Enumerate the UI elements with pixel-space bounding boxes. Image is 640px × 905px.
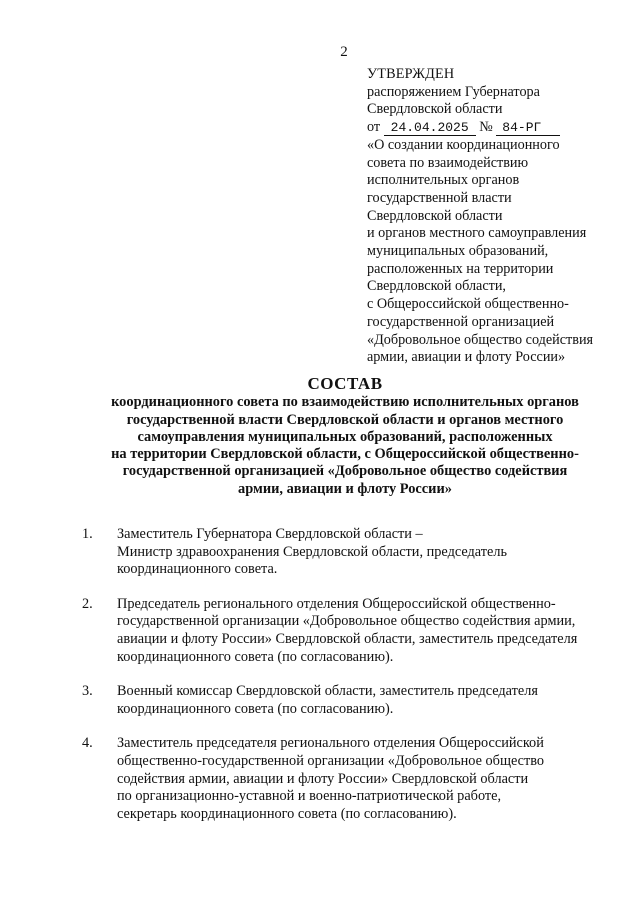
approval-stamp	[367, 66, 627, 367]
approval-subject-line: государственной власти	[367, 189, 512, 206]
page-number: 2	[340, 44, 348, 60]
approval-number: 84-РГ	[496, 121, 560, 136]
item-number: 4.	[82, 735, 93, 752]
approval-subject-line: и органов местного самоуправления	[367, 225, 587, 242]
approval-subject-line: армии, авиации и флоту России»	[367, 349, 566, 366]
item-text-line: по организационно-уставной и военно-патриотической работе,	[117, 788, 502, 805]
title-line: государственной организацией «Добровольное общество содействия	[122, 463, 568, 480]
title-line: армии, авиации и флоту России»	[238, 480, 452, 497]
item-text-line: содействия армии, авиации и флоту России» Свердловской области	[117, 770, 529, 787]
item-text-line: Военный комиссар Свердловской области, заместитель председателя	[117, 683, 538, 700]
list-item	[82, 735, 612, 823]
item-text-line: координационного совета (по согласованию).	[117, 700, 394, 717]
members-list	[82, 526, 612, 840]
item-text-line: Министр здравоохранения Свердловской области, председатель	[117, 543, 508, 560]
title-heading: СОСТАВ	[307, 374, 383, 393]
item-text-line: секретарь координационного совета (по согласованию).	[117, 805, 457, 822]
number-label: №	[479, 119, 493, 136]
item-text-line: Заместитель председателя регионального отделения Общероссийской	[117, 735, 544, 752]
approval-subject-line: Свердловской области,	[367, 278, 506, 295]
item-text-line: авиации и флоту России» Свердловской области, заместитель председателя	[117, 630, 578, 647]
item-number: 3.	[82, 683, 93, 700]
list-item	[82, 596, 612, 666]
approval-subject-line: совета по взаимодействию	[367, 154, 529, 171]
approval-subject-line: муниципальных образований,	[367, 243, 549, 260]
approval-subject-line: с Общероссийской общественно-	[367, 296, 569, 313]
list-item	[82, 526, 612, 579]
item-text-line: координационного совета.	[117, 561, 278, 578]
approval-subject-line: расположенных на территории	[367, 260, 554, 277]
title-line: государственной власти Свердловской области и органов местного	[126, 411, 564, 428]
item-text-line: Заместитель Губернатора Свердловской области –	[117, 526, 423, 542]
list-item	[82, 683, 612, 718]
approval-subject-line: Свердловской области	[367, 207, 503, 224]
approval-subject-line: государственной организацией	[367, 313, 555, 330]
item-text-line: координационного совета (по согласованию).	[117, 648, 394, 665]
approval-line-1: распоряжением Губернатора	[367, 83, 540, 100]
item-text-line: государственной организации «Добровольное общество содействия армии,	[117, 613, 576, 630]
approval-date: 24.04.2025	[384, 121, 476, 136]
approval-line-2: Свердловской области	[367, 101, 503, 118]
item-number: 1.	[82, 526, 93, 542]
approval-subject-line: «О создании координационного	[367, 136, 560, 153]
approval-subject-line: «Добровольное общество содействия	[367, 331, 594, 348]
item-text-line: Председатель регионального отделения Общероссийской общественно-	[117, 595, 556, 612]
from-label: от	[367, 119, 381, 136]
title-line: самоуправления муниципальных образований, расположенных	[137, 428, 553, 445]
document-title	[70, 375, 620, 498]
title-line: на территории Свердловской области, с Общероссийской общественно-	[111, 446, 579, 463]
approval-date-line	[367, 119, 627, 137]
approval-heading: УТВЕРЖДЕН	[367, 66, 455, 82]
item-number: 2.	[82, 595, 93, 612]
title-line: координационного совета по взаимодействию исполнительных органов	[111, 394, 579, 411]
item-text-line: общественно-государственной организации «Добровольное общество	[117, 752, 545, 769]
approval-subject-line: исполнительных органов	[367, 172, 520, 189]
